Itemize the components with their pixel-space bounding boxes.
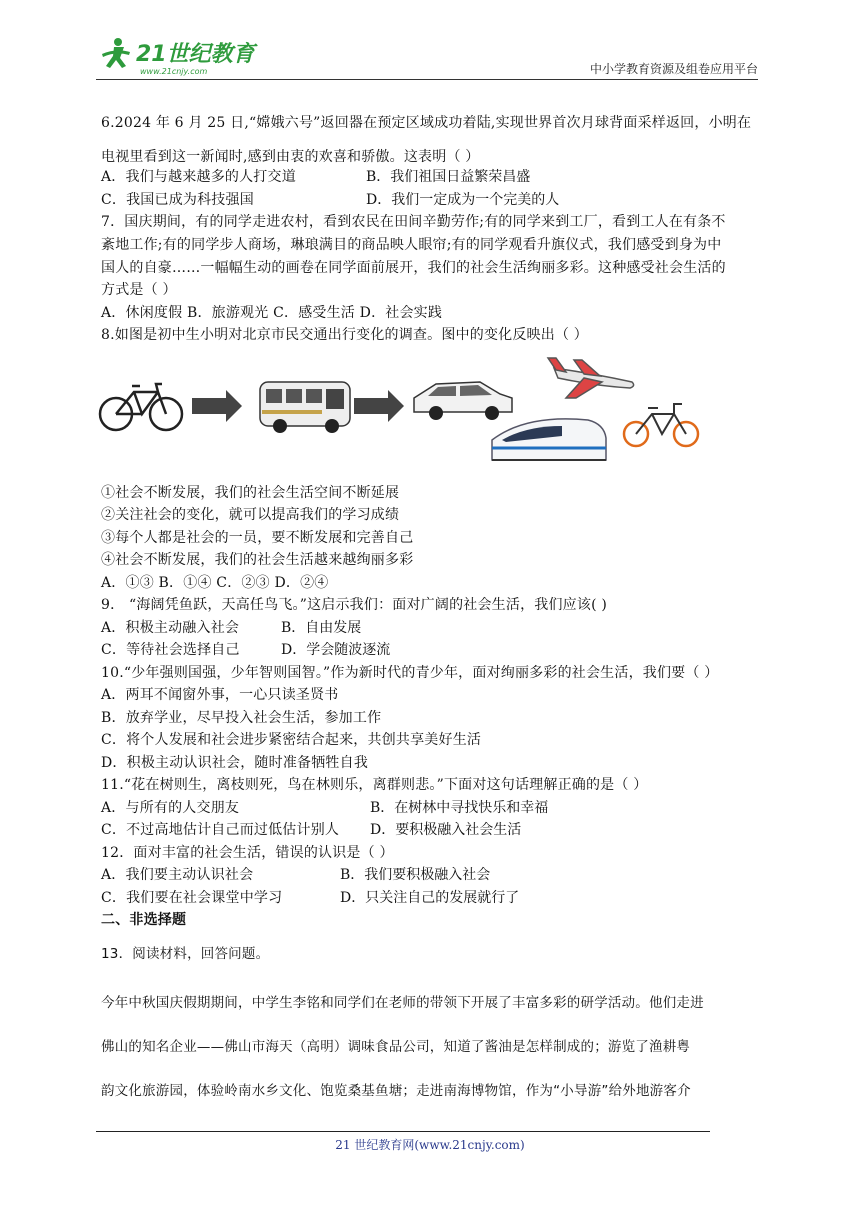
car-icon: [414, 382, 512, 420]
bus-icon: [260, 382, 350, 433]
q8-statement-2: ②关注社会的变化，就可以提高我们的学习成绩: [101, 507, 400, 523]
q9-option-b: B．自由发展: [281, 620, 362, 636]
q7-line4: 方式是（ ）: [101, 282, 177, 298]
q6-option-c: C．我国已成为科技强国: [101, 192, 254, 208]
section-title-non-choice: 二、非选择题: [101, 912, 187, 928]
q12-option-b: B．我们要积极融入社会: [340, 867, 491, 883]
logo-text: 21世纪教育: [136, 42, 255, 67]
q13-paragraph-line2: 佛山的知名企业——佛山市海天（高明）调味食品公司，知道了酱油是怎样制成的；游览了渔耕粤: [101, 1039, 691, 1055]
q13-paragraph-line1: 今年中秋国庆假期期间，中学生李铭和同学们在老师的带领下开展了丰富多彩的研学活动。他们走进: [101, 995, 704, 1011]
shared-bicycle-icon: [624, 404, 698, 446]
transport-change-figure: [96, 356, 716, 476]
q12-option-a: A．我们要主动认识社会: [101, 867, 254, 883]
q11-option-d: D．要积极融入社会生活: [370, 822, 522, 838]
21cnjy-logo: [96, 34, 266, 80]
q7-options: A．休闲度假 B．旅游观光 C．感受生活 D．社会实践: [101, 305, 443, 321]
q8-options: A．①③ B．①④ C．②③ D．②④: [101, 575, 329, 591]
q6-option-b: B．我们祖国日益繁荣昌盛: [366, 169, 531, 185]
header-platform-name: 中小学教育资源及组卷应用平台: [589, 62, 758, 76]
q6-option-a: A．我们与越来越多的人打交道: [101, 169, 296, 185]
q8-statement-1: ①社会不断发展，我们的社会生活空间不断延展: [101, 485, 400, 501]
q10-stem: 10.“少年强则国强，少年智则国智。”作为新时代的青少年，面对绚丽多彩的社会生活，我们要（ ）: [101, 665, 719, 681]
q13-stem: 13．阅读材料，回答问题。: [101, 946, 270, 962]
q10-option-d: D．积极主动认识社会，随时准备牺牲自我: [101, 755, 369, 771]
q13-paragraph-line3: 韵文化旅游园，体验岭南水乡文化、饱览桑基鱼塘；走进南海博物馆，作为“小导游”给外地游客介: [101, 1083, 691, 1099]
q12-stem: 12．面对丰富的社会生活，错误的认识是（ ）: [101, 845, 394, 861]
q11-stem: 11.“花在树则生，离枝则死，鸟在林则乐，离群则悲。”下面对这句话理解正确的是（ ）: [101, 777, 648, 793]
q6-line1: 6.2024 年 6 月 25 日,“嫦娥六号”返回器在预定区域成功着陆,实现世界首次月球背面采样返回，小明在: [101, 115, 752, 131]
q7-line1: 7．国庆期间，有的同学走进农村，看到农民在田间辛勤劳作;有的同学来到工厂，看到工人在有条不: [101, 214, 726, 230]
q7-line2: 紊地工作;有的同学步人商场，琳琅满目的商品映人眼帘;有的同学观看升旗仪式，我们感受到身为中: [101, 237, 722, 253]
q9-option-a: A．积极主动融入社会: [101, 620, 240, 636]
q8-stem: 8.如图是初中生小明对北京市民交通出行变化的调查。图中的变化反映出（ ）: [101, 327, 589, 343]
q11-option-a: A．与所有的人交朋友: [101, 800, 240, 816]
q12-option-c: C．我们要在社会课堂中学习: [101, 890, 283, 906]
q12-option-d: D．只关注自己的发展就行了: [340, 890, 520, 906]
logo-url: www.21cnjy.com: [140, 67, 208, 76]
q10-option-b: B．放弃学业，尽早投入社会生活，参加工作: [101, 710, 382, 726]
header-divider: [96, 79, 758, 80]
airplane-icon: [548, 358, 634, 398]
arrow-icon: [192, 390, 242, 422]
q10-option-c: C．将个人发展和社会进步紧密结合起来，共创共享美好生活: [101, 732, 482, 748]
q8-statement-4: ④社会不断发展，我们的社会生活越来越绚丽多彩: [101, 552, 414, 568]
q10-option-a: A．两耳不闻窗外事，一心只读圣贤书: [101, 687, 339, 703]
q9-option-d: D．学会随波逐流: [281, 642, 391, 658]
footer-text: 21 世纪教育网(www.21cnjy.com): [335, 1138, 525, 1152]
q7-line3: 国人的自豪……一幅幅生动的画卷在同学面前展开，我们的社会生活绚丽多彩。这种感受社会生活的: [101, 260, 726, 276]
q11-option-b: B．在树林中寻找快乐和幸福: [370, 800, 549, 816]
q6-option-d: D．我们一定成为一个完美的人: [366, 192, 560, 208]
arrow-icon: [354, 390, 404, 422]
q11-option-c: C．不过高地估计自己而过低估计别人: [101, 822, 340, 838]
footer-divider: [96, 1131, 710, 1132]
high-speed-train-icon: [492, 419, 606, 460]
q6-line2: 电视里看到这一新闻时,感到由衷的欢喜和骄傲。这表明（ ）: [101, 149, 480, 165]
q9-option-c: C．等待社会选择自己: [101, 642, 240, 658]
q8-statement-3: ③每个人都是社会的一员，要不断发展和完善自己: [101, 530, 414, 546]
bicycle-icon: [100, 384, 182, 430]
q9-stem: 9． “海阔凭鱼跃，天高任鸟飞。”这启示我们：面对广阔的社会生活，我们应该( ): [101, 597, 608, 613]
